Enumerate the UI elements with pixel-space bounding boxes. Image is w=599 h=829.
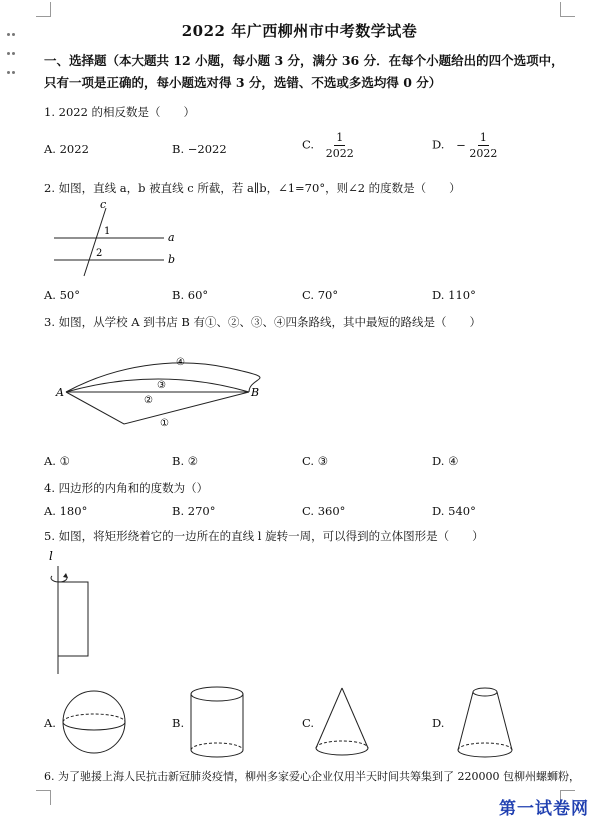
q1-option-d-fraction (469, 130, 497, 161)
section-heading-line-1: 一、选择题（本大题共 12 小题，每小题 3 分，满分 36 分．在每个小题给出的四个选项中， (44, 53, 564, 68)
section-heading-line-2: 只有一项是正确的，每小题选对得 3 分，选错、不选或多选均得 0 分） (44, 75, 442, 90)
cone-icon (312, 684, 372, 764)
q2-option-c: C. 70° (302, 288, 339, 302)
question-5-stem: 5. 如图，将矩形绕着它的一边所在的直线 l 旋转一周，可以得到的立体图形是（ ） (44, 529, 484, 543)
label-b: b (168, 253, 176, 266)
route-1 (66, 392, 249, 424)
label-a: a (168, 231, 175, 244)
q5-option-a: A. (44, 716, 56, 730)
corner-mark-top-left (36, 2, 51, 17)
q1-option-c-numerator: 1 (336, 131, 344, 144)
question-3-stem: 3. 如图，从学校 A 到书店 B 有①、②、③、④四条路线，其中最短的路线是（ ） (44, 315, 482, 329)
q1-option-d-numerator: 1 (479, 131, 487, 144)
corner-mark-bottom-left (36, 790, 51, 805)
q5-option-d: D. (432, 716, 445, 730)
question-6-stem: 6. 为了驰援上海人民抗击新冠肺炎疫情，柳州多家爱心企业仅用半天时间共筹集到了 220000 包柳州螺蛳粉， (44, 770, 580, 783)
q3-option-a: A. ① (44, 454, 70, 468)
rectangle (58, 582, 88, 656)
q5-option-b: B. (172, 716, 185, 730)
label-route-2: ② (144, 395, 153, 406)
q3-option-c: C. ③ (302, 454, 329, 468)
watermark-logo: 第一试卷网 (499, 799, 589, 819)
point-A: A (56, 386, 64, 399)
question-4-stem: 4. 四边形的内角和的度数为（） (44, 481, 209, 495)
q1-option-b: B. −2022 (172, 142, 227, 156)
q4-option-d: D. 540° (432, 504, 476, 518)
q3-option-b: B. ② (172, 454, 199, 468)
section-heading (44, 50, 564, 94)
label-line-l: l (49, 549, 53, 563)
q5-option-c: C. (302, 716, 315, 730)
q1-option-c (302, 130, 354, 161)
point-B: B (251, 386, 260, 399)
page-title: 2022 年广西柳州市中考数学试卷 (181, 22, 418, 40)
label-route-3: ③ (157, 380, 166, 391)
label-route-1: ① (160, 418, 169, 429)
q2-figure-parallel-lines (44, 196, 194, 278)
label-angle-1: 1 (104, 226, 111, 237)
q1-option-c-label: C. (302, 137, 315, 152)
q2-option-d: D. 110° (432, 288, 476, 302)
label-c: c (100, 198, 107, 211)
q1-option-c-fraction (326, 130, 354, 161)
q1-option-d-sign: − (456, 137, 466, 152)
q2-option-a: A. 50° (44, 288, 80, 302)
cylinder-icon (186, 684, 248, 764)
q2-option-b: B. 60° (172, 288, 209, 302)
q4-option-a: A. 180° (44, 504, 88, 518)
question-1-stem: 1. 2022 的相反数是（ ） (44, 105, 196, 119)
arrow-head-icon (63, 573, 68, 578)
q5-figure-rectangle-axis (44, 548, 114, 678)
label-angle-2: 2 (96, 248, 103, 259)
sphere-icon (58, 686, 130, 758)
q3-figure-routes (44, 346, 274, 446)
corner-mark-top-right (560, 2, 575, 17)
q1-option-a: A. 2022 (44, 142, 89, 156)
frustum-icon (452, 684, 518, 764)
q4-option-b: B. 270° (172, 504, 216, 518)
q4-option-c: C. 360° (302, 504, 346, 518)
q1-option-d-denominator: 2022 (469, 147, 498, 160)
q1-option-d-label: D. (432, 137, 445, 152)
q3-option-d: D. ④ (432, 454, 459, 468)
q1-option-c-denominator: 2022 (325, 147, 354, 160)
question-2-stem: 2. 如图，直线 a，b 被直线 c 所截，若 a∥b，∠1=70°，则∠2 的度数是（ ） (44, 181, 461, 195)
label-route-4: ④ (176, 357, 185, 368)
line-c (84, 208, 106, 276)
q1-option-d (432, 130, 497, 161)
